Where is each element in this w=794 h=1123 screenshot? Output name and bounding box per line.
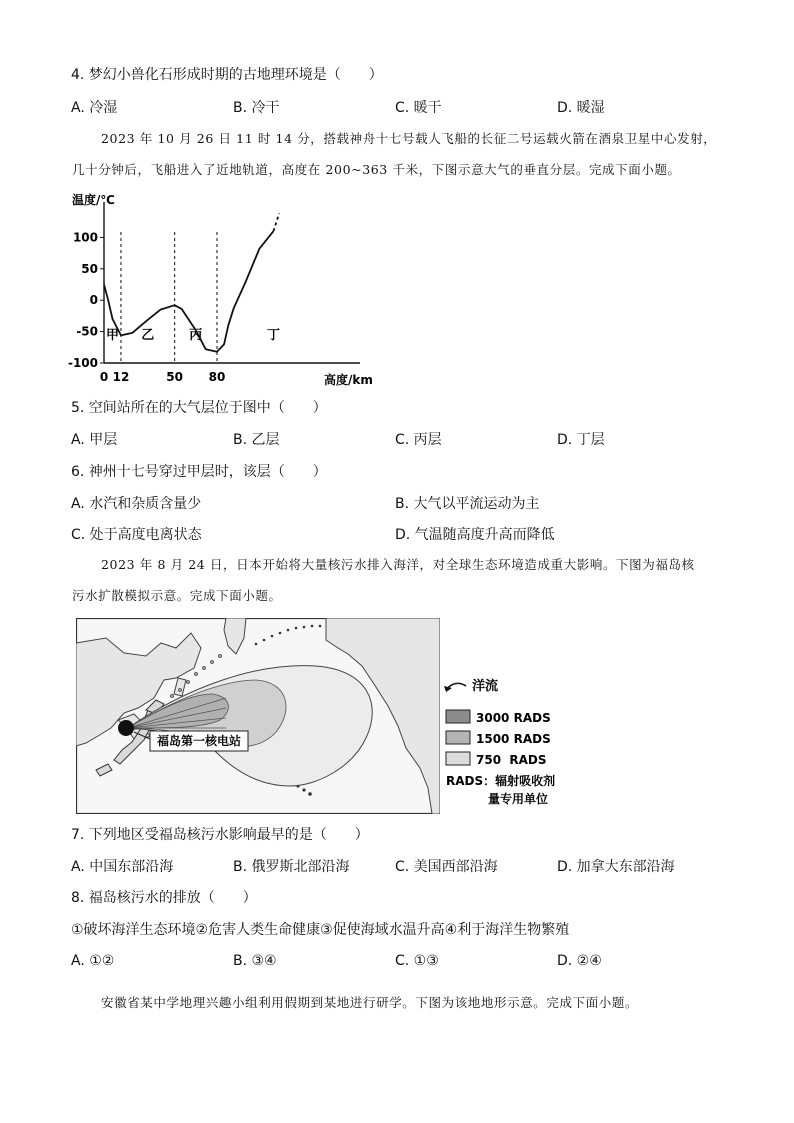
q5-option-d: D. 丁层 [557, 432, 605, 448]
legend-label-3000: 3000 RADS [476, 711, 551, 725]
q6-stem: 6. 神州十七号穿过甲层时，该层（ ） [71, 464, 327, 480]
legend-label-1500: 1500 RADS [476, 732, 551, 746]
q8-option-c: C. ①③ [395, 953, 439, 969]
passage2-line2: 污水扩散模拟示意。完成下面小题。 [72, 588, 282, 603]
legend-swatch-1500 [446, 731, 470, 744]
legend-note-line2: 量专用单位 [488, 792, 549, 806]
layer-label-2: 丙 [189, 328, 203, 344]
passage1-line2: 几十分钟后，飞船进入了近地轨道，高度在 200~363 千米，下图示意大气的垂直分层。完成下面小题。 [72, 162, 681, 177]
q7-stem: 7. 下列地区受福岛核污水影响最早的是（ ） [71, 827, 369, 843]
y-axis-label: 温度/℃ [72, 193, 115, 207]
q6-option-a: A. 水汽和杂质含量少 [71, 496, 202, 512]
x-tick-label-2: 50 [166, 370, 183, 384]
q4-option-a: A. 冷湿 [71, 100, 118, 116]
q8-option-a: A. ①② [71, 953, 115, 969]
map-legend [440, 676, 590, 816]
q5-stem: 5. 空间站所在的大气层位于图中（ ） [71, 400, 327, 416]
atmosphere-chart [68, 188, 388, 393]
q5-option-b: B. 乙层 [233, 432, 280, 448]
q4-stem: 4. 梦幻小兽化石形成时期的古地理环境是（ ） [71, 67, 383, 83]
q4-option-b: B. 冷干 [233, 100, 280, 116]
q8-statements: ①破坏海洋生态环境②危害人类生命健康③促使海域水温升高④利于海洋生物繁殖 [71, 922, 570, 938]
layer-label-0: 甲 [105, 328, 119, 344]
q8-stem: 8. 福岛核污水的排放（ ） [71, 890, 257, 906]
q6-option-b: B. 大气以平流运动为主 [395, 496, 540, 512]
fukushima-station-marker [118, 720, 134, 736]
x-tick-label-1: 12 [112, 370, 130, 384]
q6-option-d: D. 气温随高度升高而降低 [395, 527, 555, 543]
layer-label-1: 乙 [141, 328, 155, 344]
y-tick-label-3: -50 [76, 324, 98, 339]
q7-option-c: C. 美国西部沿海 [395, 859, 498, 875]
diffusion-map [76, 618, 440, 814]
q7-option-a: A. 中国东部沿海 [71, 859, 174, 875]
legend-current-label: 洋流 [472, 679, 499, 694]
q8-option-d: D. ②④ [557, 953, 602, 969]
q5-option-c: C. 丙层 [395, 432, 442, 448]
x-axis-label: 高度/km [324, 373, 373, 387]
q4-option-d: D. 暖湿 [557, 100, 605, 116]
station-label: 福岛第一核电站 [156, 734, 242, 748]
y-tick-label-4: -100 [68, 356, 98, 370]
q7-option-b: B. 俄罗斯北部沿海 [233, 859, 350, 875]
x-tick-label-0: 0 [99, 370, 109, 384]
layer-label-3: 丁 [266, 328, 281, 344]
passage3-line1: 安徽省某中学地理兴趣小组利用假期到某地进行研学。下图为该地地形示意。完成下面小题。 [101, 995, 639, 1010]
y-tick-label-1: 50 [81, 261, 98, 276]
x-tick-label-3: 80 [208, 370, 226, 384]
temperature-curve-1 [274, 214, 280, 232]
y-tick-label-2: 0 [89, 293, 98, 308]
passage1-line1: 2023 年 10 月 26 日 11 时 14 分，搭载神舟十七号载人飞船的长征二号运载火箭在酒泉卫星中心发射， [101, 131, 717, 146]
y-tick-label-0: 100 [72, 230, 98, 245]
legend-label-750: 750 RADS [476, 753, 547, 767]
legend-swatch-750 [446, 752, 470, 765]
legend-note-line1: RADS：辐射吸收剂 [446, 774, 556, 788]
q6-option-c: C. 处于高度电离状态 [71, 527, 202, 543]
q5-option-a: A. 甲层 [71, 432, 118, 448]
passage2-line1: 2023 年 8 月 24 日，日本开始将大量核污水排入海洋，对全球生态环境造成重大影响。下图为福岛核 [101, 557, 695, 572]
q8-option-b: B. ③④ [233, 953, 277, 969]
q7-option-d: D. 加拿大东部沿海 [557, 859, 675, 875]
q4-option-c: C. 暖干 [395, 100, 442, 116]
legend-swatch-3000 [446, 710, 470, 723]
